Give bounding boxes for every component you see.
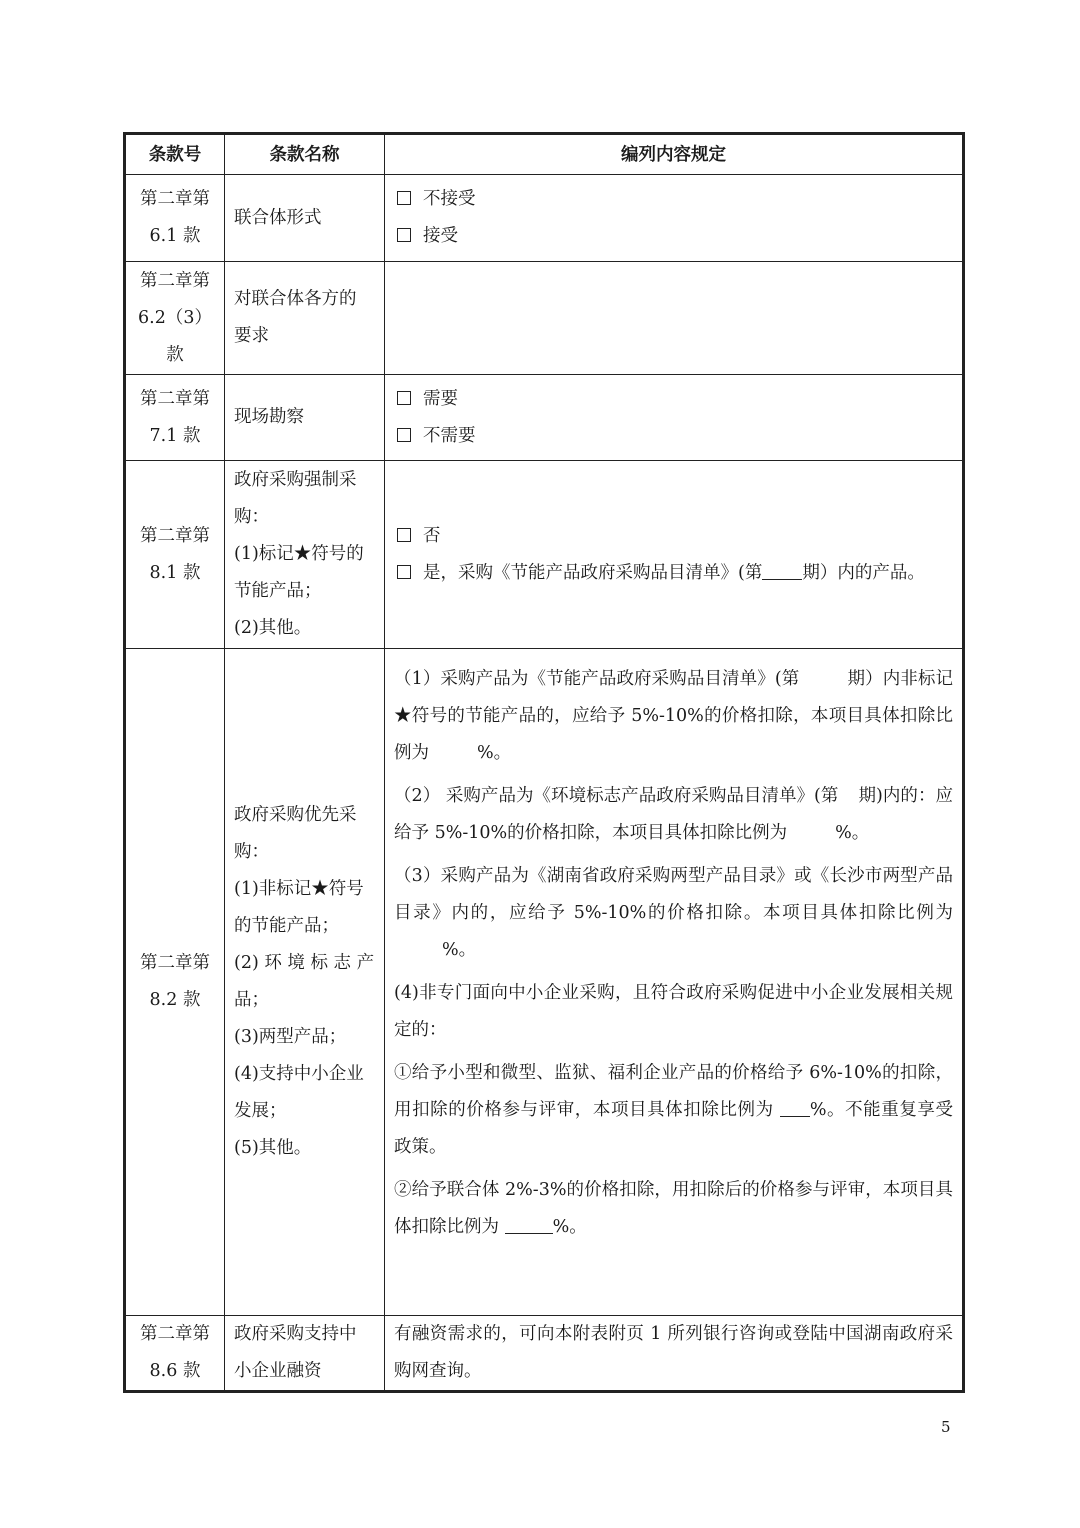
option-accept[interactable]: 接受 — [394, 218, 953, 255]
header-clause-name: 条款名称 — [225, 134, 385, 175]
header-clause-number: 条款号 — [125, 134, 225, 175]
paragraph-environmental-label: （2） 采购产品为《环境标志产品政府采购品目清单》(第 期)内的：应给予 5%-10%的价格扣除，本项目具体扣除比例为 %。 — [394, 786, 954, 843]
clause-content — [385, 175, 964, 262]
table-row — [125, 175, 964, 262]
clause-name: 对联合体各方的 要求 — [225, 262, 385, 375]
clause-number: 第二章第 7.1 款 — [125, 375, 225, 461]
checkbox-icon[interactable] — [397, 528, 411, 542]
clause-number: 第二章第 6.1 款 — [125, 175, 225, 262]
table-row — [125, 461, 964, 649]
clause-number: 第二章第 6.2（3） 款 — [125, 262, 225, 375]
option-not-accept[interactable]: 不接受 — [394, 181, 953, 218]
paragraph-two-type-products: （3）采购产品为《湖南省政府采购两型产品目录》或《长沙市两型产品目录》内的，应给予 5%-10%的价格扣除。本项目具体扣除比例为%。 — [394, 866, 953, 960]
clause-name: 现场勘察 — [225, 375, 385, 461]
clauses-table — [123, 132, 965, 1393]
clause-name: 联合体形式 — [225, 175, 385, 262]
checkbox-icon[interactable] — [397, 391, 411, 405]
clause-number: 第二章第 8.6 款 — [125, 1316, 225, 1392]
checkbox-icon[interactable] — [397, 428, 411, 442]
table-row — [125, 1316, 964, 1392]
option-not-required[interactable]: 不需要 — [394, 418, 953, 455]
clause-name: 政府采购强制采 购： (1)标记★符号的 节能产品； (2)其他。 — [225, 461, 385, 649]
clause-number: 第二章第 8.1 款 — [125, 461, 225, 649]
clause-content: 有融资需求的，可向本附表附页 1 所列银行咨询或登陆中国湖南政府采购网查询。 — [385, 1316, 964, 1392]
clause-content — [385, 375, 964, 461]
clause-number: 第二章第 8.2 款 — [125, 649, 225, 1316]
table-row — [125, 262, 964, 375]
clause-content — [385, 461, 964, 649]
clause-name: 政府采购优先采 购： (1)非标记★符号 的节能产品； (2) 环 境 标 志 产 品； (3)两型产品； (4)支持中小企业 发展； (5)其他。 — [225, 649, 385, 1316]
option-yes[interactable]: 是，采购《节能产品政府采购品目清单》(第 期）内的产品。 — [394, 555, 953, 592]
paragraph-small-micro-deduction: ①给予小型和微型、监狱、福利企业产品的价格给予 6%-10%的扣除，用扣除的价格参与评审，本项目具体扣除比例为 %。不能重复享受政策。 — [394, 1063, 953, 1157]
checkbox-icon[interactable] — [397, 191, 411, 205]
paragraph-consortium-deduction: ②给予联合体 2%-3%的价格扣除，用扣除后的价格参与评审，本项目具体扣除比例为 %。 — [394, 1180, 953, 1237]
table-header-row — [125, 134, 964, 175]
fill-blank-ratio[interactable] — [780, 1102, 810, 1117]
checkbox-icon[interactable] — [397, 228, 411, 242]
clause-content[interactable] — [385, 262, 964, 375]
header-content-rules: 编列内容规定 — [385, 134, 964, 175]
table-row — [125, 649, 964, 1316]
option-no[interactable]: 否 — [394, 518, 953, 555]
checkbox-icon[interactable] — [397, 565, 411, 579]
fill-blank-ratio[interactable] — [505, 1219, 553, 1234]
clause-name: 政府采购支持中 小企业融资 — [225, 1316, 385, 1392]
fill-blank-period[interactable] — [762, 565, 802, 580]
page-number: 5 — [941, 1418, 951, 1436]
table-row — [125, 375, 964, 461]
clause-content — [385, 649, 964, 1316]
option-required[interactable]: 需要 — [394, 381, 953, 418]
paragraph-sme-support: (4)非专门面向中小企业采购，且符合政府采购促进中小企业发展相关规定的： — [394, 983, 953, 1040]
paragraph-energy-saving: （1）采购产品为《节能产品政府采购品目清单》(第 期）内非标记★符号的节能产品的，应给予 5%-10%的价格扣除，本项目具体扣除比例为 %。 — [394, 669, 953, 763]
